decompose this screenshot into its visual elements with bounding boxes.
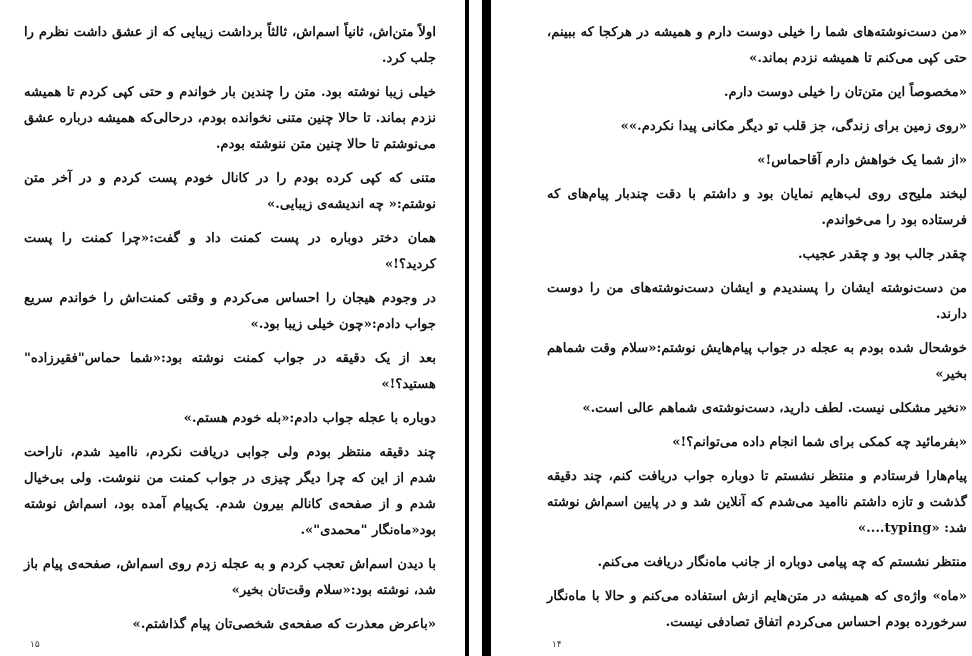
paragraph: «باعرض معذرت که صفحه‌ی شخصی‌تان پیام گذاشتم.» — [132, 617, 436, 632]
paragraph: «نخیر مشکلی نیست. لطف دارید، دست‌نوشته‌ی شماهم عالی است.» — [582, 401, 967, 416]
paragraph: منتظر نشستم که چه پیامی دوباره از جانب ماه‌نگار دریافت می‌کنم. — [597, 555, 967, 570]
paragraph: خیلی زیبا نوشته بود. متن را چندین بار خواندم و حتی کپی کردم تا همیشه نزدم بماند. تا حالا چنین متنی نخوانده بودم، درحالی‌که همیشه درباره عشق می‌نوشتم تا حالا چنین متن ننوشته بودم. — [24, 85, 436, 152]
paragraph: «از شما یک خواهش دارم آقاحماس!» — [757, 153, 967, 168]
left-page — [0, 0, 462, 656]
page-number: ۱۴ — [552, 640, 562, 650]
paragraph: «روی زمین برای زندگی، جز قلب تو دیگر مکانی پیدا نکردم.»» — [620, 119, 967, 134]
gutter-gap — [469, 0, 482, 656]
paragraph: «ماه» واژه‌ی که همیشه در متن‌هایم ازش استفاده می‌کنم و حالا با ماه‌نگار سرخورده بودم احساس می‌کردم اتفاق تصادفی نیست. — [547, 589, 967, 630]
paragraph: «من دست‌نوشته‌های شما را خیلی دوست دارم و همیشه در هرکجا که ببینم، حتی کپی می‌کنم تا همیشه نزدم بماند.» — [547, 25, 967, 66]
paragraph: چند دقیقه منتظر بودم ولی جوابی دریافت نکردم، ناامید شدم، ناراحت شدم از این که چرا دیگر چیزی در جواب کمنت من ننوشت. ولی بی‌خیال شدم و از صفحه‌ی کانالم بیرون شدم. یک‌پیام آمده بود، اسم‌اش نوشته بود«ماه‌نگار "محمدی"». — [24, 445, 436, 538]
paragraph: خوشحال شده بودم به عجله در جواب پیام‌هایش نوشتم:«سلام وقت شماهم بخیر» — [547, 341, 967, 382]
page-number: ۱۵ — [30, 640, 40, 650]
paragraph: بعد از یک دقیقه در جواب کمنت نوشته بود:«شما حماس"فقیرزاده" هستید؟!» — [24, 351, 436, 392]
paragraph: «مخصوصاً این متن‌تان را خیلی دوست دارم. — [723, 85, 967, 100]
right-page-text — [547, 20, 967, 644]
paragraph: اولاً متن‌اش، ثانیاً اسم‌اش، ثالثاً برداشت زیبایی که از عشق داشت نظرم را جلب کرد. — [24, 25, 436, 66]
paragraph: پیام‌هارا فرستادم و منتظر نشستم تا دوباره جواب دریافت کنم، چند دقیقه گذشت و تازه داشتم ناامید می‌شدم که آنلاین شد و در پایین اسم‌اش نوشته شد: «typing....» — [547, 469, 967, 536]
paragraph: در وجودم هیجان را احساس می‌کردم و وقتی کمنت‌اش را خواندم سریع جواب دادم:«چون خیلی زیبا بود.» — [24, 291, 436, 332]
paragraph: همان دختر دوباره در پست کمنت داد و گفت:«چرا کمنت را پست کردید؟!» — [24, 231, 436, 272]
paragraph: من دست‌نوشته ایشان را پسندیدم و ایشان دست‌نوشته‌های من را دوست دارند. — [547, 281, 967, 322]
left-page-text — [24, 20, 436, 646]
paragraph: لبخند ملیح‌ی روی لب‌هایم نمایان بود و داشتم با دقت چندبار پیام‌های که فرستاده بود را می‌خواندم. — [547, 187, 967, 228]
paragraph: چقدر جالب بود و چقدر عجیب. — [798, 247, 967, 262]
paragraph: «بفرمائید چه کمکی برای شما انجام داده می‌توانم؟!» — [672, 435, 967, 450]
paragraph: با دیدن اسم‌اش تعجب کردم و به عجله زدم روی اسم‌اش، صفحه‌ی پیام باز شد، نوشته بود:«سلام وقت‌تان بخیر» — [24, 557, 436, 598]
paragraph: متنی که کپی کرده بودم را در کانال خودم پست کردم و در آخر متن نوشتم:« چه اندیشه‌ی زیبایی.» — [24, 171, 436, 212]
right-page — [505, 0, 972, 656]
gutter-divider — [482, 0, 491, 656]
paragraph: دوباره با عجله جواب دادم:«بله خودم هستم.» — [183, 411, 436, 426]
